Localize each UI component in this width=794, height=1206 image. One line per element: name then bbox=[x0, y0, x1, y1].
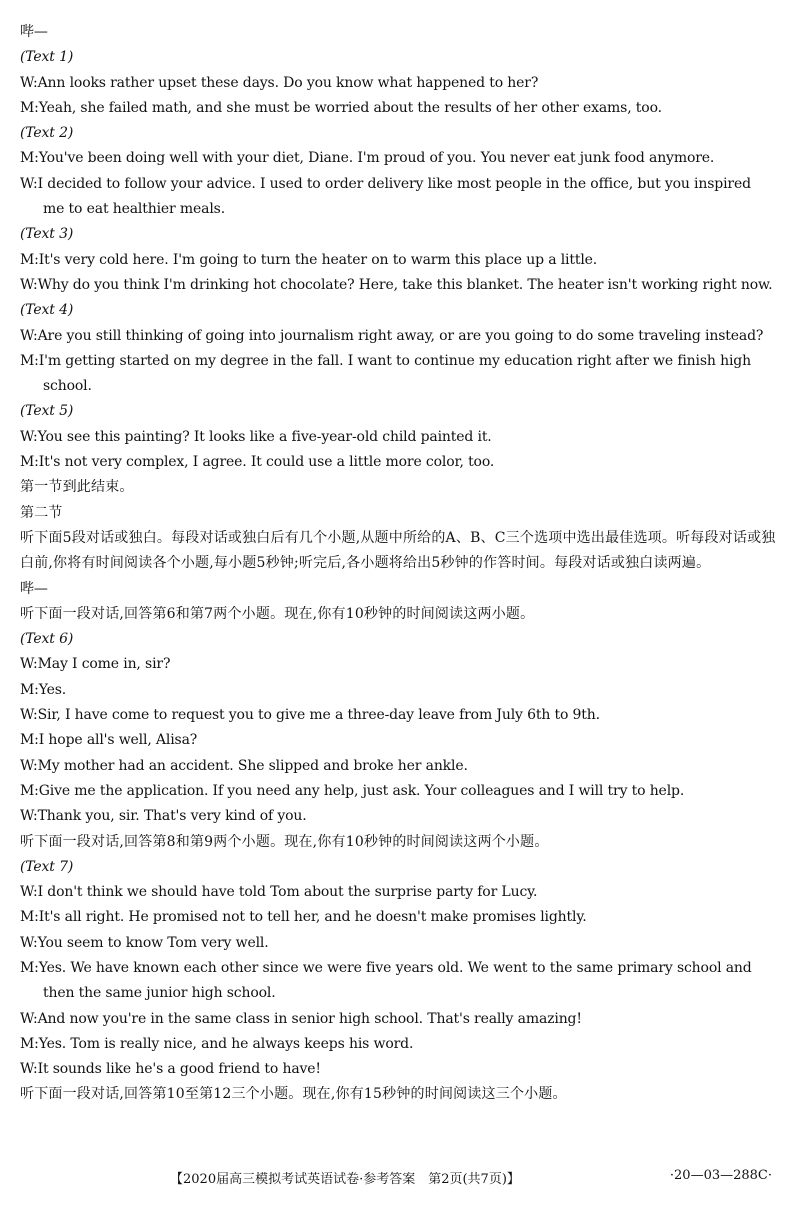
dialogue-line: M:You've been doing well with your diet, Diane. I'm proud of you. You never eat junk food anymore. bbox=[20, 150, 715, 167]
section-heading: 第二节 bbox=[20, 504, 63, 521]
dialogue-line: M:Yes. Tom is really nice, and he always keeps his word. bbox=[20, 1035, 414, 1052]
beep-marker: 哔— bbox=[20, 24, 48, 40]
dialogue-line: M:It's very cold here. I'm going to turn the heater on to warm this place up a little. bbox=[20, 251, 598, 268]
section-end-note: 第一节到此结束。 bbox=[20, 479, 134, 496]
text-heading: (Text 2) bbox=[20, 125, 74, 142]
dialogue-line: W:It sounds like he's a good friend to have! bbox=[20, 1061, 321, 1078]
text-heading: (Text 7) bbox=[20, 858, 74, 875]
dialogue-line: W:You see this painting? It looks like a five-year-old child painted it. bbox=[20, 428, 492, 445]
dialogue-line: W:My mother had an accident. She slipped and broke her ankle. bbox=[20, 757, 468, 774]
dialogue-line: W:Why do you think I'm drinking hot chocolate? Here, take this blanket. The heater isn't working right now. bbox=[20, 276, 773, 293]
footer-title: 【2020届高三模拟考试英语试卷·参考答案 第2页(共7页)】 bbox=[170, 1172, 520, 1187]
dialogue-line: W:Are you still thinking of going into journalism right away, or are you going to do some traveling instead? bbox=[20, 327, 764, 344]
footer-code: ·20—03—288C· bbox=[669, 1168, 772, 1183]
dialogue-line: W:I don't think we should have told Tom about the surprise party for Lucy. bbox=[20, 884, 538, 901]
instructions-paragraph: 听下面5段对话或独白。每段对话或独白后有几个小题,从题中所给的A、B、C三个选项中选出最佳选项。听每段对话或独白前,你将有时间阅读各个小题,每小题5秒钟;听完后,各小题将给出5秒钟的作答时间。每段对话或独白读两遍。 bbox=[20, 529, 776, 572]
dialogue-line: M:Yeah, she failed math, and she must be worried about the results of her other exams, too. bbox=[20, 99, 662, 116]
dialogue-line: M:Yes. bbox=[20, 681, 67, 698]
document-body bbox=[20, 20, 776, 1108]
dialogue-line: W:I decided to follow your advice. I used to order delivery like most people in the office, but you inspired me to eat healthier meals. bbox=[20, 175, 751, 218]
text-heading: (Text 3) bbox=[20, 226, 74, 243]
dialogue-line: W:You seem to know Tom very well. bbox=[20, 934, 269, 951]
text-heading: (Text 5) bbox=[20, 403, 74, 420]
instruction-line: 听下面一段对话,回答第10至第12三个小题。现在,你有15秒钟的时间阅读这三个小题。 bbox=[20, 1086, 567, 1103]
dialogue-line: M:Give me the application. If you need any help, just ask. Your colleagues and I will try to help. bbox=[20, 782, 685, 799]
instruction-line: 听下面一段对话,回答第8和第9两个小题。现在,你有10秒钟的时间阅读这两个小题。 bbox=[20, 833, 549, 850]
text-heading: (Text 4) bbox=[20, 302, 74, 319]
dialogue-line: W:May I come in, sir? bbox=[20, 656, 171, 673]
beep-marker: 哔— bbox=[20, 580, 48, 597]
dialogue-line: M:Yes. We have known each other since we were five years old. We went to the same primary school and then the same junior high school. bbox=[20, 959, 752, 1002]
text-heading: (Text 6) bbox=[20, 631, 74, 648]
dialogue-line: M:I'm getting started on my degree in the fall. I want to continue my education right after we finish high school. bbox=[20, 352, 751, 395]
dialogue-line: M:I hope all's well, Alisa? bbox=[20, 732, 198, 749]
page-footer bbox=[0, 1168, 794, 1188]
dialogue-line: W:Sir, I have come to request you to give me a three-day leave from July 6th to 9th. bbox=[20, 707, 600, 724]
dialogue-line: W:Ann looks rather upset these days. Do you know what happened to her? bbox=[20, 74, 539, 91]
dialogue-line: W:And now you're in the same class in senior high school. That's really amazing! bbox=[20, 1010, 582, 1027]
instruction-line: 听下面一段对话,回答第6和第7两个小题。现在,你有10秒钟的时间阅读这两小题。 bbox=[20, 605, 535, 622]
dialogue-line: M:It's not very complex, I agree. It could use a little more color, too. bbox=[20, 454, 495, 471]
dialogue-line: M:It's all right. He promised not to tell her, and he doesn't make promises lightly. bbox=[20, 909, 587, 926]
dialogue-line: W:Thank you, sir. That's very kind of you. bbox=[20, 808, 307, 825]
text-heading: (Text 1) bbox=[20, 49, 74, 66]
